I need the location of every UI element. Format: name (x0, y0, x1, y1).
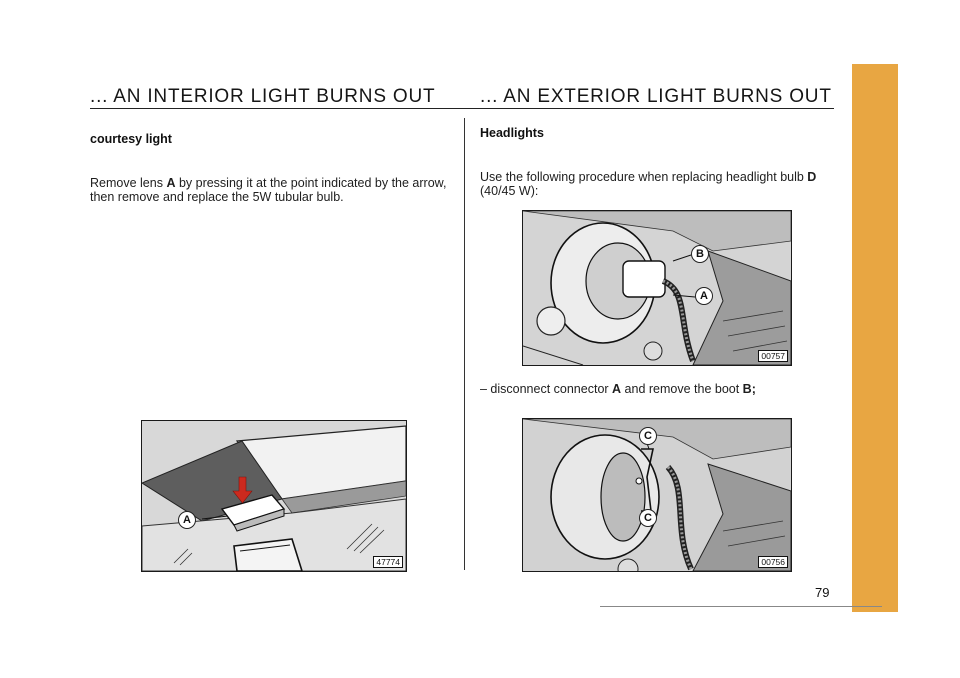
callout-b: B (691, 245, 709, 263)
interior-light-heading: ... AN INTERIOR LIGHT BURNS OUT (90, 86, 436, 107)
headlight-connector-illustration (523, 211, 791, 365)
label-a: A (612, 382, 622, 396)
footer-rule (600, 606, 882, 607)
figure-code: 00756 (758, 556, 788, 568)
column-divider (464, 118, 465, 570)
headlight-connector-figure (522, 210, 792, 366)
exterior-light-heading: ... AN EXTERIOR LIGHT BURNS OUT (480, 86, 832, 107)
disconnect-step (480, 382, 840, 396)
headlight-clip-figure (522, 418, 792, 572)
figure-code: 47774 (373, 556, 403, 568)
page-number: 79 (815, 585, 830, 600)
text-segment: Use the following procedure when replacing headlight bulb (480, 170, 808, 184)
headlight-clip-illustration (523, 419, 791, 571)
label-b: B; (742, 382, 756, 396)
courtesy-light-illustration (142, 421, 406, 571)
headlights-subheading: Headlights (480, 126, 544, 140)
callout-a: A (695, 287, 713, 305)
text-segment: by pressing it at the point indicated by the arrow, then remove and replace the 5W tubular bulb. (90, 176, 447, 204)
label-d: D (807, 170, 817, 184)
callout-c-top: C (639, 427, 657, 445)
headlights-instructions (480, 170, 842, 198)
text-segment: – disconnect connector (480, 382, 613, 396)
callout-c-bottom: C (639, 509, 657, 527)
section-tab (852, 64, 898, 612)
heading-rule (90, 108, 834, 109)
text-segment: Remove lens (90, 176, 167, 190)
figure-code: 00757 (758, 350, 788, 362)
callout-a: A (178, 511, 196, 529)
courtesy-light-instructions (90, 176, 452, 204)
courtesy-light-figure (141, 420, 407, 572)
label-a: A (166, 176, 176, 190)
courtesy-light-subheading: courtesy light (90, 132, 172, 146)
text-segment: and remove the boot (621, 382, 743, 396)
text-segment: (40/45 W): (480, 184, 539, 198)
